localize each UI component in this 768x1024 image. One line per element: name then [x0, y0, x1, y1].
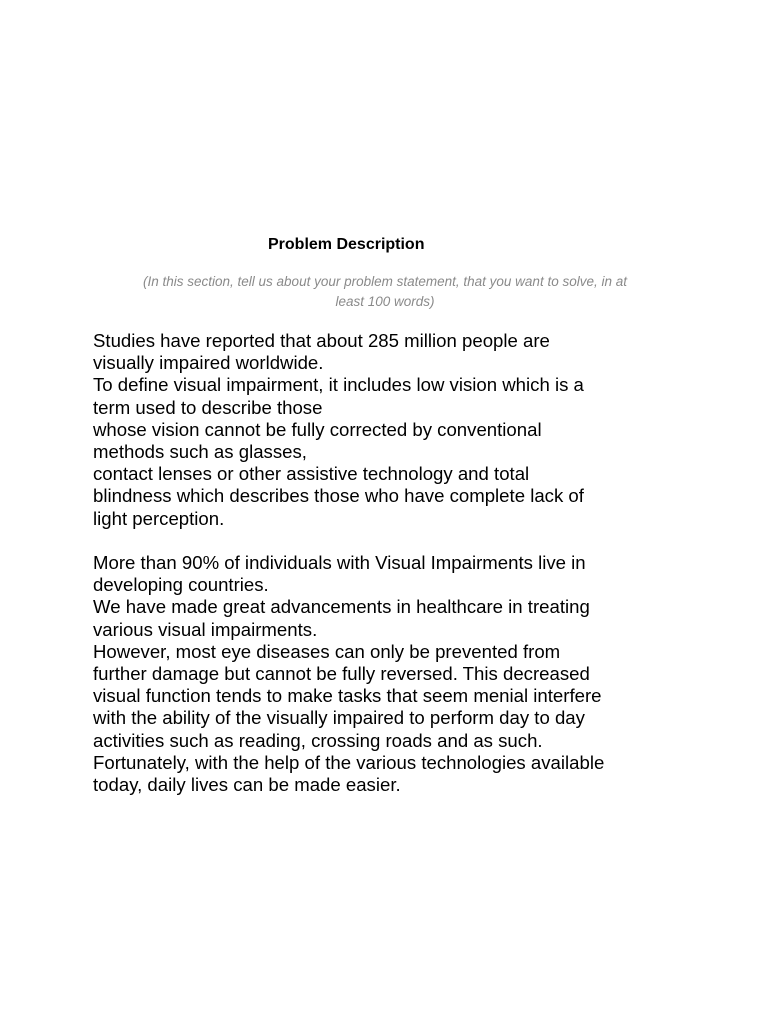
text-line: term used to describe those	[93, 396, 323, 418]
text-line: developing countries.	[93, 574, 269, 596]
text-line: methods such as glasses,	[93, 441, 307, 463]
text-line: However, most eye diseases can only be prevented from	[93, 640, 561, 662]
text-line: visual function tends to make tasks that seem menial interfere	[93, 685, 602, 707]
text-line: visually impaired worldwide.	[93, 352, 324, 374]
paragraph-visual-impairment-definition	[93, 330, 693, 530]
section-instruction	[100, 272, 670, 312]
text-line: with the ability of the visually impaired to perform day to day	[93, 707, 585, 729]
text-line: further damage but cannot be fully reversed. This decreased	[93, 663, 590, 685]
text-line: To define visual impairment, it includes low vision which is a	[93, 374, 584, 396]
text-line: contact lenses or other assistive technology and total	[93, 463, 530, 485]
instruction-line: (In this section, tell us about your problem statement, that you want to solve, in at	[142, 274, 627, 289]
text-line: blindness which describes those who have complete lack of	[93, 485, 584, 507]
text-line: We have made great advancements in healthcare in treating	[93, 596, 590, 618]
text-line: More than 90% of individuals with Visual Impairments live in	[93, 552, 586, 574]
text-line: light perception.	[93, 507, 225, 529]
text-line: whose vision cannot be fully corrected by conventional	[93, 418, 542, 440]
paragraph-developing-countries	[93, 552, 693, 796]
text-line: various visual impairments.	[93, 618, 318, 640]
text-line: today, daily lives can be made easier.	[93, 774, 401, 796]
text-line: Fortunately, with the help of the various technologies available	[93, 751, 605, 773]
text-line: activities such as reading, crossing roads and as such.	[93, 729, 543, 751]
text-line: Studies have reported that about 285 million people are	[93, 330, 550, 351]
paragraph-spacer	[93, 530, 693, 552]
problem-description-body	[93, 330, 693, 796]
instruction-line: least 100 words)	[335, 294, 435, 309]
section-title: Problem Description	[268, 236, 425, 253]
